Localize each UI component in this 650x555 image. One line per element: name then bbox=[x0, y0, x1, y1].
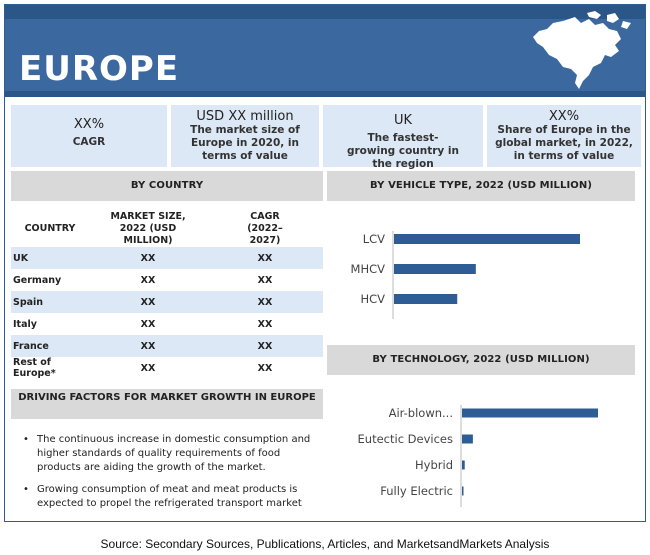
cell-size: XX bbox=[89, 335, 207, 357]
cell-cagr: XX bbox=[257, 318, 273, 330]
tech-bar bbox=[462, 409, 598, 418]
cell-cagr: XX bbox=[257, 274, 273, 286]
vehicle-category-label: MHCV bbox=[350, 262, 385, 276]
kpi-cagr bbox=[11, 105, 167, 167]
tech-bar bbox=[462, 461, 465, 470]
list-item bbox=[19, 483, 319, 511]
banner-bottom-stripe bbox=[5, 91, 645, 97]
infographic-frame bbox=[4, 4, 646, 522]
cell-cagr: XX bbox=[207, 247, 323, 269]
vehicle-type-chart bbox=[327, 217, 635, 327]
tech-category-label: Fully Electric bbox=[380, 484, 453, 498]
cell-country: Spain bbox=[11, 291, 89, 313]
kpi-label: CAGR bbox=[72, 136, 106, 148]
vehicle-bar bbox=[394, 234, 580, 244]
cell-size: XX bbox=[89, 291, 207, 313]
table-row bbox=[11, 335, 323, 357]
cell-size: XX bbox=[140, 362, 156, 374]
col-market-size: MARKET SIZE, 2022 (USD MILLION) bbox=[110, 211, 186, 246]
vehicle-category-label: HCV bbox=[360, 292, 385, 306]
cell-country: Germany bbox=[13, 274, 62, 286]
table-row bbox=[11, 269, 323, 291]
vehicle-bar bbox=[394, 264, 476, 274]
driving-factors-list bbox=[19, 433, 319, 519]
bullet-icon: • bbox=[23, 434, 29, 445]
list-item bbox=[19, 433, 319, 475]
vehicle-bar bbox=[394, 294, 457, 304]
cell-size: XX bbox=[89, 247, 207, 269]
kpi-label: The fastest-growing country in the region bbox=[346, 132, 459, 170]
table-row bbox=[11, 247, 323, 269]
kpi-market-size bbox=[171, 105, 319, 167]
cell-country: Italy bbox=[13, 318, 37, 330]
cell-size: XX bbox=[140, 318, 156, 330]
cell-size: XX bbox=[140, 274, 156, 286]
cell-country: France bbox=[11, 335, 89, 357]
kpi-label: The market size of Europe in 2020, in terms of value bbox=[190, 124, 300, 162]
table-row bbox=[11, 291, 323, 313]
country-table bbox=[11, 211, 323, 379]
cell-cagr: XX bbox=[257, 362, 273, 374]
kpi-value: USD XX million bbox=[196, 109, 294, 124]
table-row bbox=[11, 357, 323, 379]
cell-cagr: XX bbox=[207, 335, 323, 357]
tech-category-label: Eutectic Devices bbox=[357, 432, 453, 446]
kpi-label: Share of Europe in the global market, in 2022, in terms of value bbox=[495, 124, 633, 162]
kpi-value: UK bbox=[393, 113, 413, 128]
tech-category-label: Hybrid bbox=[415, 458, 453, 472]
kpi-value: XX% bbox=[548, 109, 580, 124]
driving-factors-heading: DRIVING FACTORS FOR MARKET GROWTH IN EUROPE bbox=[11, 389, 323, 419]
kpi-value: XX% bbox=[73, 117, 105, 132]
table-row bbox=[11, 313, 323, 335]
vehicle-category-label: LCV bbox=[362, 232, 385, 246]
tech-category-label: Air-blown... bbox=[388, 406, 453, 420]
col-country: COUNTRY bbox=[24, 223, 76, 234]
kpi-europe-share bbox=[487, 105, 641, 167]
col-cagr: CAGR (2022–2027) bbox=[247, 211, 283, 246]
header-banner bbox=[5, 5, 645, 97]
vehicle-type-heading: BY VEHICLE TYPE, 2022 (USD MILLION) bbox=[327, 171, 635, 201]
kpi-fastest-country bbox=[323, 105, 483, 170]
source-note: Source: Secondary Sources, Publications, Articles, and MarketsandMarkets Analysis bbox=[100, 537, 550, 551]
by-country-heading: BY COUNTRY bbox=[11, 171, 323, 201]
tech-bar bbox=[462, 487, 464, 496]
cell-country: Rest of Europe* bbox=[13, 357, 56, 379]
technology-chart bbox=[327, 397, 635, 507]
bullet-icon: • bbox=[23, 484, 29, 495]
region-title: EUROPE bbox=[19, 49, 180, 89]
cell-cagr: XX bbox=[207, 291, 323, 313]
tech-bar bbox=[462, 435, 473, 444]
kpi-row bbox=[11, 105, 641, 170]
technology-heading: BY TECHNOLOGY, 2022 (USD MILLION) bbox=[327, 345, 635, 375]
north-america-map-icon bbox=[523, 11, 641, 93]
driver-text: Growing consumption of meat and meat products is expected to propel the refrigerated transport market bbox=[37, 484, 302, 509]
cell-country: UK bbox=[11, 247, 89, 269]
driver-text: The continuous increase in domestic consumption and higher standards of quality requirements of food products are aiding the growth of the market. bbox=[37, 434, 311, 473]
